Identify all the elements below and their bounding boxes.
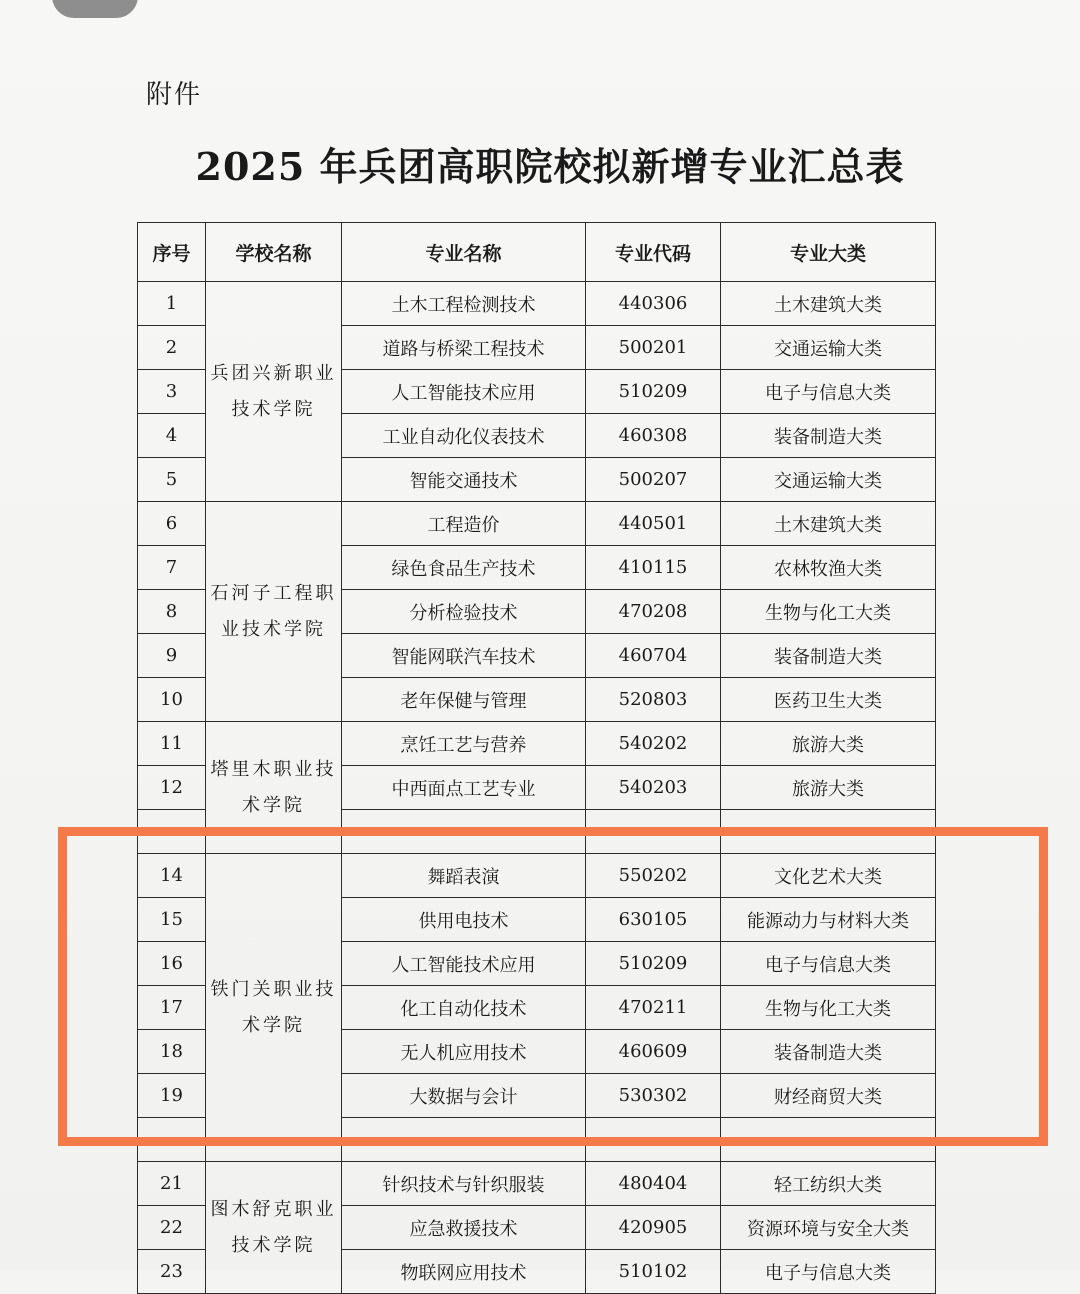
major-name: 土木工程检测技术 xyxy=(342,282,586,326)
page-title: 2025 年兵团高职院校拟新增专业汇总表 xyxy=(195,144,905,189)
major-summary-table xyxy=(137,222,936,1294)
major-name: 无人机应用技术 xyxy=(342,1030,586,1074)
major-code: 500201 xyxy=(586,326,721,370)
major-category: 医药卫生大类 xyxy=(721,678,936,722)
row-no: 8 xyxy=(138,590,206,634)
attachment-label: 附件 xyxy=(146,80,203,110)
row-no: 18 xyxy=(138,1030,206,1074)
major-name: 老年保健与管理 xyxy=(342,678,586,722)
major-code: 470208 xyxy=(586,590,721,634)
header-category: 专业大类 xyxy=(721,223,936,282)
major-category: 文化艺术大类 xyxy=(721,854,936,898)
header-school: 学校名称 xyxy=(206,223,342,282)
school-name: 图木舒克职业技术学院 xyxy=(206,1162,342,1294)
major-code: 550202 xyxy=(586,854,721,898)
major-category: 土木建筑大类 xyxy=(721,282,936,326)
row-no: 4 xyxy=(138,414,206,458)
table-row xyxy=(138,502,936,546)
major-name: 舞蹈表演 xyxy=(342,854,586,898)
school-name: 兵团兴新职业技术学院 xyxy=(206,282,342,502)
header-code: 专业代码 xyxy=(586,223,721,282)
major-name: 分析检验技术 xyxy=(342,590,586,634)
major-category: 生物与化工大类 xyxy=(721,590,936,634)
row-no: 15 xyxy=(138,898,206,942)
row-no: 16 xyxy=(138,942,206,986)
major-code: 460308 xyxy=(586,414,721,458)
row-no: 6 xyxy=(138,502,206,546)
major-category: 财经商贸大类 xyxy=(721,1074,936,1118)
major-code: 540203 xyxy=(586,766,721,810)
major-category: 农林牧渔大类 xyxy=(721,546,936,590)
major-name: 道路与桥梁工程技术 xyxy=(342,326,586,370)
major-code: 510209 xyxy=(586,370,721,414)
major-name: 智能网联汽车技术 xyxy=(342,634,586,678)
major-code: 440306 xyxy=(586,282,721,326)
row-no: 11 xyxy=(138,722,206,766)
table-header-row xyxy=(138,223,936,282)
major-category: 交通运输大类 xyxy=(721,326,936,370)
header-no: 序号 xyxy=(138,223,206,282)
major-name: 化工自动化技术 xyxy=(342,986,586,1030)
major-code: 410115 xyxy=(586,546,721,590)
major-category: 资源环境与安全大类 xyxy=(721,1206,936,1250)
major-category: 土木建筑大类 xyxy=(721,502,936,546)
major-category: 电子与信息大类 xyxy=(721,942,936,986)
row-no: 1 xyxy=(138,282,206,326)
major-category: 电子与信息大类 xyxy=(721,370,936,414)
row-no: 19 xyxy=(138,1074,206,1118)
major-code: 460704 xyxy=(586,634,721,678)
major-category: 电子与信息大类 xyxy=(721,1250,936,1294)
major-name: 人工智能技术应用 xyxy=(342,942,586,986)
row-no: 17 xyxy=(138,986,206,1030)
major-category: 交通运输大类 xyxy=(721,458,936,502)
row-no: 22 xyxy=(138,1206,206,1250)
school-name: 石河子工程职业技术学院 xyxy=(206,502,342,722)
table-row xyxy=(138,722,936,766)
major-name: 应急救援技术 xyxy=(342,1206,586,1250)
major-name: 绿色食品生产技术 xyxy=(342,546,586,590)
major-category: 轻工纺织大类 xyxy=(721,1162,936,1206)
row-no: 12 xyxy=(138,766,206,810)
major-category: 生物与化工大类 xyxy=(721,986,936,1030)
major-category: 旅游大类 xyxy=(721,766,936,810)
major-name: 中西面点工艺专业 xyxy=(342,766,586,810)
major-name: 烹饪工艺与营养 xyxy=(342,722,586,766)
major-name: 工业自动化仪表技术 xyxy=(342,414,586,458)
major-code: 460609 xyxy=(586,1030,721,1074)
overlay-tab[interactable] xyxy=(52,0,138,18)
row-no: 21 xyxy=(138,1162,206,1206)
major-code: 470211 xyxy=(586,986,721,1030)
major-name: 针织技术与针织服装 xyxy=(342,1162,586,1206)
major-code: 440501 xyxy=(586,502,721,546)
major-category: 能源动力与材料大类 xyxy=(721,898,936,942)
row-no: 10 xyxy=(138,678,206,722)
major-code: 530302 xyxy=(586,1074,721,1118)
major-category: 装备制造大类 xyxy=(721,414,936,458)
major-code: 510209 xyxy=(586,942,721,986)
row-no: 23 xyxy=(138,1250,206,1294)
school-name: 塔里木职业技术学院 xyxy=(206,722,342,854)
row-no: 2 xyxy=(138,326,206,370)
header-major: 专业名称 xyxy=(342,223,586,282)
major-code: 510102 xyxy=(586,1250,721,1294)
major-category: 装备制造大类 xyxy=(721,634,936,678)
major-code: 500207 xyxy=(586,458,721,502)
major-code: 520803 xyxy=(586,678,721,722)
table-row xyxy=(138,282,936,326)
school-name: 铁门关职业技术学院 xyxy=(206,854,342,1162)
major-name: 大数据与会计 xyxy=(342,1074,586,1118)
row-no: 14 xyxy=(138,854,206,898)
major-category: 旅游大类 xyxy=(721,722,936,766)
major-name: 人工智能技术应用 xyxy=(342,370,586,414)
major-code: 420905 xyxy=(586,1206,721,1250)
table-row xyxy=(138,854,936,898)
major-code: 480404 xyxy=(586,1162,721,1206)
row-no: 3 xyxy=(138,370,206,414)
major-name: 供用电技术 xyxy=(342,898,586,942)
major-category: 装备制造大类 xyxy=(721,1030,936,1074)
major-name: 物联网应用技术 xyxy=(342,1250,586,1294)
row-no: 7 xyxy=(138,546,206,590)
table-row xyxy=(138,1162,936,1206)
major-code: 630105 xyxy=(586,898,721,942)
row-no: 9 xyxy=(138,634,206,678)
major-name: 工程造价 xyxy=(342,502,586,546)
major-code: 540202 xyxy=(586,722,721,766)
row-no: 5 xyxy=(138,458,206,502)
major-name: 智能交通技术 xyxy=(342,458,586,502)
